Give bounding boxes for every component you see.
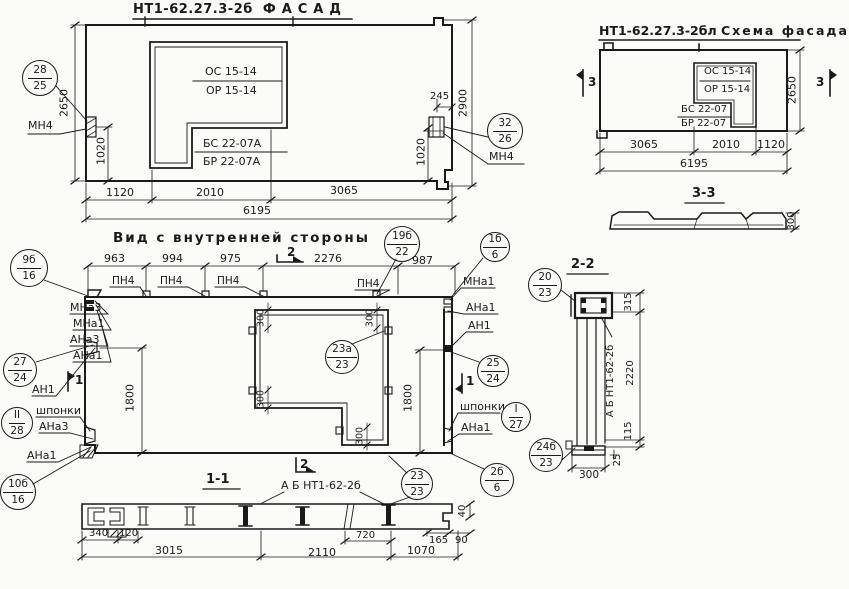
dim-1070: 1070 (407, 544, 435, 557)
section-2-2-ref-label: А Б НТ1-62-2б (605, 344, 616, 418)
section-marker-2-top: 2 (287, 245, 296, 259)
callout-20-23: 20 23 (528, 268, 562, 302)
dim-994: 994 (162, 252, 183, 265)
anchor-label-mn4-right: МН4 (489, 150, 514, 163)
schema-dim-6195: 6195 (680, 157, 708, 170)
dim-3065: 3065 (330, 184, 358, 197)
pn4-label-4: ПН4 (357, 278, 380, 290)
label-an1-right: АН1 (468, 319, 491, 332)
anchor-label-mn4-left: МН4 (28, 119, 53, 132)
callout-II-28: II 28 (1, 407, 33, 439)
section-2-2-title: 2-2 (571, 257, 595, 272)
dim-1120: 1120 (106, 186, 134, 199)
dim-25: 25 (612, 453, 623, 467)
label-ana1-right-2: АНа1 (461, 421, 491, 434)
pn4-label-1: ПН4 (112, 275, 135, 287)
section-marker-3-left: 3 (588, 75, 597, 89)
dim-1020-right: 1020 (414, 138, 428, 166)
schema-window-mark-top: ОС 15-14 (704, 66, 752, 77)
schema-title-word: Схема фасада (721, 23, 849, 38)
callout-27-24: 27 24 (3, 353, 37, 387)
schema-window-mark-bot: БС 22-07 (681, 104, 728, 115)
dim-1800-left: 1800 (123, 384, 137, 412)
label-ana1-right: АНа1 (466, 301, 496, 314)
callout-9b-16: 9б 16 (10, 249, 48, 287)
label-shponki-left: шпонки (36, 404, 81, 417)
callout-28-25: 28 25 (22, 60, 58, 96)
callout-19b-22: 19б 22 (384, 226, 420, 262)
dim-3015: 3015 (155, 544, 183, 557)
label-ana3-left-2: АНа3 (39, 420, 69, 433)
schema-window-mark-bot2: БР 22-07 (681, 118, 727, 129)
dim-1020-left: 1020 (94, 137, 108, 165)
label-shponki-right: шпонки (460, 400, 505, 413)
schema-title (599, 25, 849, 38)
callout-23-23: 23 23 (401, 468, 433, 500)
facade-title (133, 3, 347, 16)
dim-165: 165 (429, 535, 449, 546)
dim-2110: 2110 (308, 546, 336, 559)
label-ana1-left: АНа1 (73, 349, 103, 362)
facade-title-word: ФАСАД (262, 2, 347, 17)
callout-25-24: 25 24 (477, 355, 509, 387)
dim-340: 340 (89, 528, 109, 539)
label-an1-left: АН1 (32, 383, 55, 396)
schema-dim-1120: 1120 (757, 138, 785, 151)
dim-115: 115 (623, 421, 634, 441)
dim-2650-left: 2650 (57, 89, 71, 117)
section-marker-1-right: 1 (466, 374, 475, 388)
dim-245: 245 (430, 91, 450, 102)
interior-title: Вид с внутренней стороны (113, 230, 370, 246)
dim-2276: 2276 (314, 252, 342, 265)
schema-window-mark-top2: ОР 15-14 (704, 84, 751, 95)
callout-1b-6: 1б 6 (480, 232, 510, 262)
label-ana1-left-2: АНа1 (27, 449, 57, 462)
dim-40: 40 (457, 504, 468, 518)
dim-2220: 2220 (625, 360, 636, 386)
dim-300-tr: 300 (364, 308, 376, 328)
facade-window-mark-top2: ОР 15-14 (206, 84, 257, 97)
dim-120: 120 (119, 528, 139, 539)
dim-2900: 2900 (456, 89, 470, 117)
label-ana3-left: АНа3 (70, 333, 100, 346)
section-1-1-title: 1-1 (206, 472, 230, 487)
facade-view (28, 17, 524, 222)
dim-315: 315 (623, 292, 634, 312)
facade-window-mark-top: ОС 15-14 (205, 65, 257, 78)
dim-2010: 2010 (196, 186, 224, 199)
pn4-label-2: ПН4 (160, 275, 183, 287)
facade-title-num: НТ1-62.27.3-2б (133, 2, 253, 17)
dim-300-tl: 300 (255, 308, 267, 328)
callout-I-27: I 27 (501, 402, 531, 432)
callout-23a-23: 23а 23 (325, 340, 359, 374)
schema-dim-2010: 2010 (712, 138, 740, 151)
label-mna1-left: МНа1 (73, 317, 105, 330)
callout-2b-6: 2б 6 (480, 463, 514, 497)
callout-24b-23: 24б 23 (529, 438, 563, 472)
facade-window-mark-bot2: БР 22-07А (203, 155, 261, 168)
dim-90: 90 (455, 535, 468, 546)
pn4-label-3: ПН4 (217, 275, 240, 287)
facade-window-mark-bot: БС 22-07А (203, 137, 262, 150)
section-marker-3-right: 3 (816, 75, 825, 89)
dim-300-ml: 300 (255, 389, 267, 409)
dim-963: 963 (104, 252, 125, 265)
schema-title-num: НТ1-62.27.3-2бл (599, 23, 717, 38)
dim-720: 720 (356, 530, 376, 541)
section-3-3 (610, 203, 799, 232)
dim-987: 987 (412, 254, 433, 267)
dim-975: 975 (220, 252, 241, 265)
section-marker-1-left: 1 (75, 373, 84, 387)
schema-dim-2650: 2650 (785, 76, 799, 104)
dim-1800-right: 1800 (401, 384, 415, 412)
section-1-1-ref-label: А Б НТ1-62-2б (281, 479, 361, 492)
callout-32-26: 32 26 (487, 113, 523, 149)
schema-dim-3065: 3065 (630, 138, 658, 151)
section-3-3-title: 3-3 (692, 186, 716, 201)
dim-300-foot: 300 (579, 469, 600, 481)
label-mna3-left: МНа3 (70, 301, 102, 314)
callout-10b-16: 10б 16 (0, 474, 36, 510)
dim-6195: 6195 (243, 204, 271, 217)
section-marker-2-bottom: 2 (300, 457, 309, 471)
label-mna1-right: МНа1 (463, 275, 495, 288)
dim-300-br: 300 (354, 426, 366, 446)
section-3-3-dim-300: 300 (786, 211, 797, 231)
